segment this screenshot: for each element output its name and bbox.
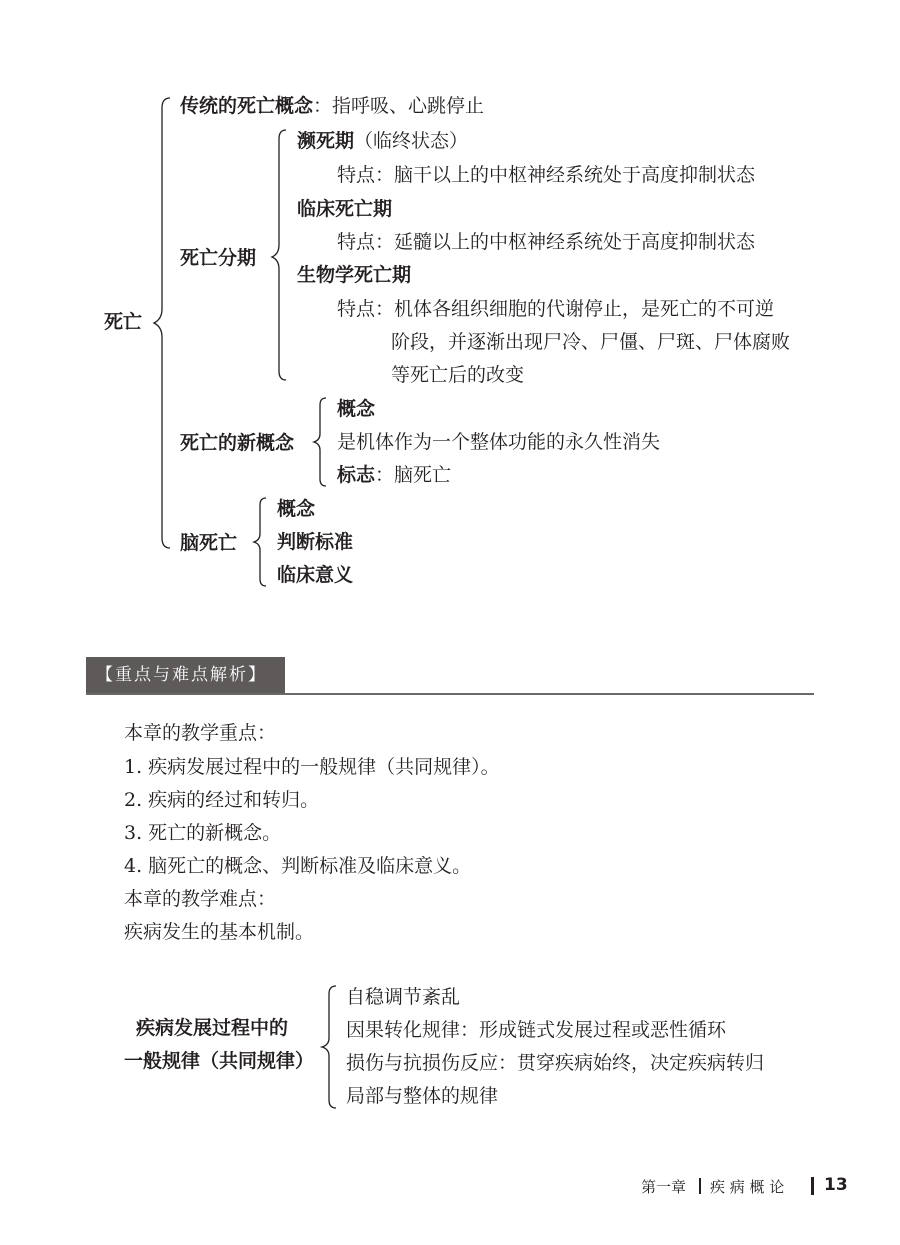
difficulty-text: 疾病发生的基本机制。 [124, 921, 315, 943]
rules-brace [318, 984, 340, 1110]
agonal-sub: （临终状态） [354, 130, 469, 152]
biological-feature-line: 特点：机体各组织细胞的代谢停止，是死亡的不可逆 [337, 298, 775, 320]
sign-label: 标志 [337, 464, 376, 486]
rules-item: 因果转化规律：形成链式发展过程或恶性循环 [346, 1019, 727, 1041]
biological-feature-line: 等死亡后的改变 [391, 364, 525, 386]
key-point-item: 2. 疾病的经过和转归。 [124, 789, 320, 811]
root-label: 死亡 [104, 311, 143, 333]
new-concept-sign: 标志：脑死亡 [337, 464, 452, 486]
page-number: 13 [824, 1175, 848, 1195]
new-concept-concept-label: 概念 [337, 398, 376, 420]
brain-death-label: 脑死亡 [180, 532, 238, 554]
key-point-item: 4. 脑死亡的概念、判断标准及临床意义。 [124, 855, 472, 877]
section-rule [86, 693, 814, 695]
footer-divider [811, 1177, 814, 1195]
rules-item: 自稳调节紊乱 [346, 986, 461, 1008]
footer-divider [699, 1178, 701, 1194]
difficulty-heading: 本章的教学难点： [124, 888, 277, 910]
root-brace [150, 96, 174, 550]
biological-feature-line: 阶段，并逐渐出现尸冷、尸僵、尸斑、尸体腐败 [391, 331, 791, 353]
footer-chapter: 第一章 [641, 1178, 687, 1196]
section-tag: 【重点与难点解析】 [86, 657, 285, 694]
stages-brace [268, 128, 290, 382]
rules-item: 局部与整体的规律 [346, 1085, 499, 1107]
rules-label-line: 疾病发展过程中的 [136, 1017, 289, 1039]
rules-label-line: 一般规律（共同规律） [124, 1050, 315, 1072]
stages-label: 死亡分期 [180, 247, 257, 269]
biological-title: 生物学死亡期 [297, 264, 412, 286]
brain-death-item: 概念 [277, 498, 316, 520]
agonal-stage [297, 128, 468, 154]
new-concept-brace [310, 396, 330, 488]
footer-title: 疾 病 概 论 [710, 1178, 785, 1196]
new-concept-label: 死亡的新概念 [180, 432, 295, 454]
brain-death-brace [250, 496, 270, 588]
traditional-concept: 传统的死亡概念：指呼吸、心跳停止 [180, 95, 485, 117]
clinical-feature: 特点：延髓以上的中枢神经系统处于高度抑制状态 [337, 231, 756, 253]
key-points-heading: 本章的教学重点： [124, 722, 277, 744]
brain-death-item: 临床意义 [277, 564, 354, 586]
agonal-title: 濒死期 [297, 130, 355, 152]
key-point-item: 3. 死亡的新概念。 [124, 822, 282, 844]
new-concept-text: 是机体作为一个整体功能的永久性消失 [337, 431, 661, 453]
key-point-item: 1. 疾病发展过程中的一般规律（共同规律）。 [124, 756, 500, 778]
clinical-title: 临床死亡期 [297, 198, 393, 220]
brain-death-item: 判断标准 [277, 531, 354, 553]
traditional-label: 传统的死亡概念 [180, 95, 314, 117]
rules-item: 损伤与抗损伤反应：贯穿疾病始终，决定疾病转归 [346, 1052, 765, 1074]
traditional-text: 指呼吸、心跳停止 [332, 95, 485, 117]
sign-text: 脑死亡 [394, 464, 452, 486]
agonal-feature: 特点：脑干以上的中枢神经系统处于高度抑制状态 [337, 164, 756, 186]
